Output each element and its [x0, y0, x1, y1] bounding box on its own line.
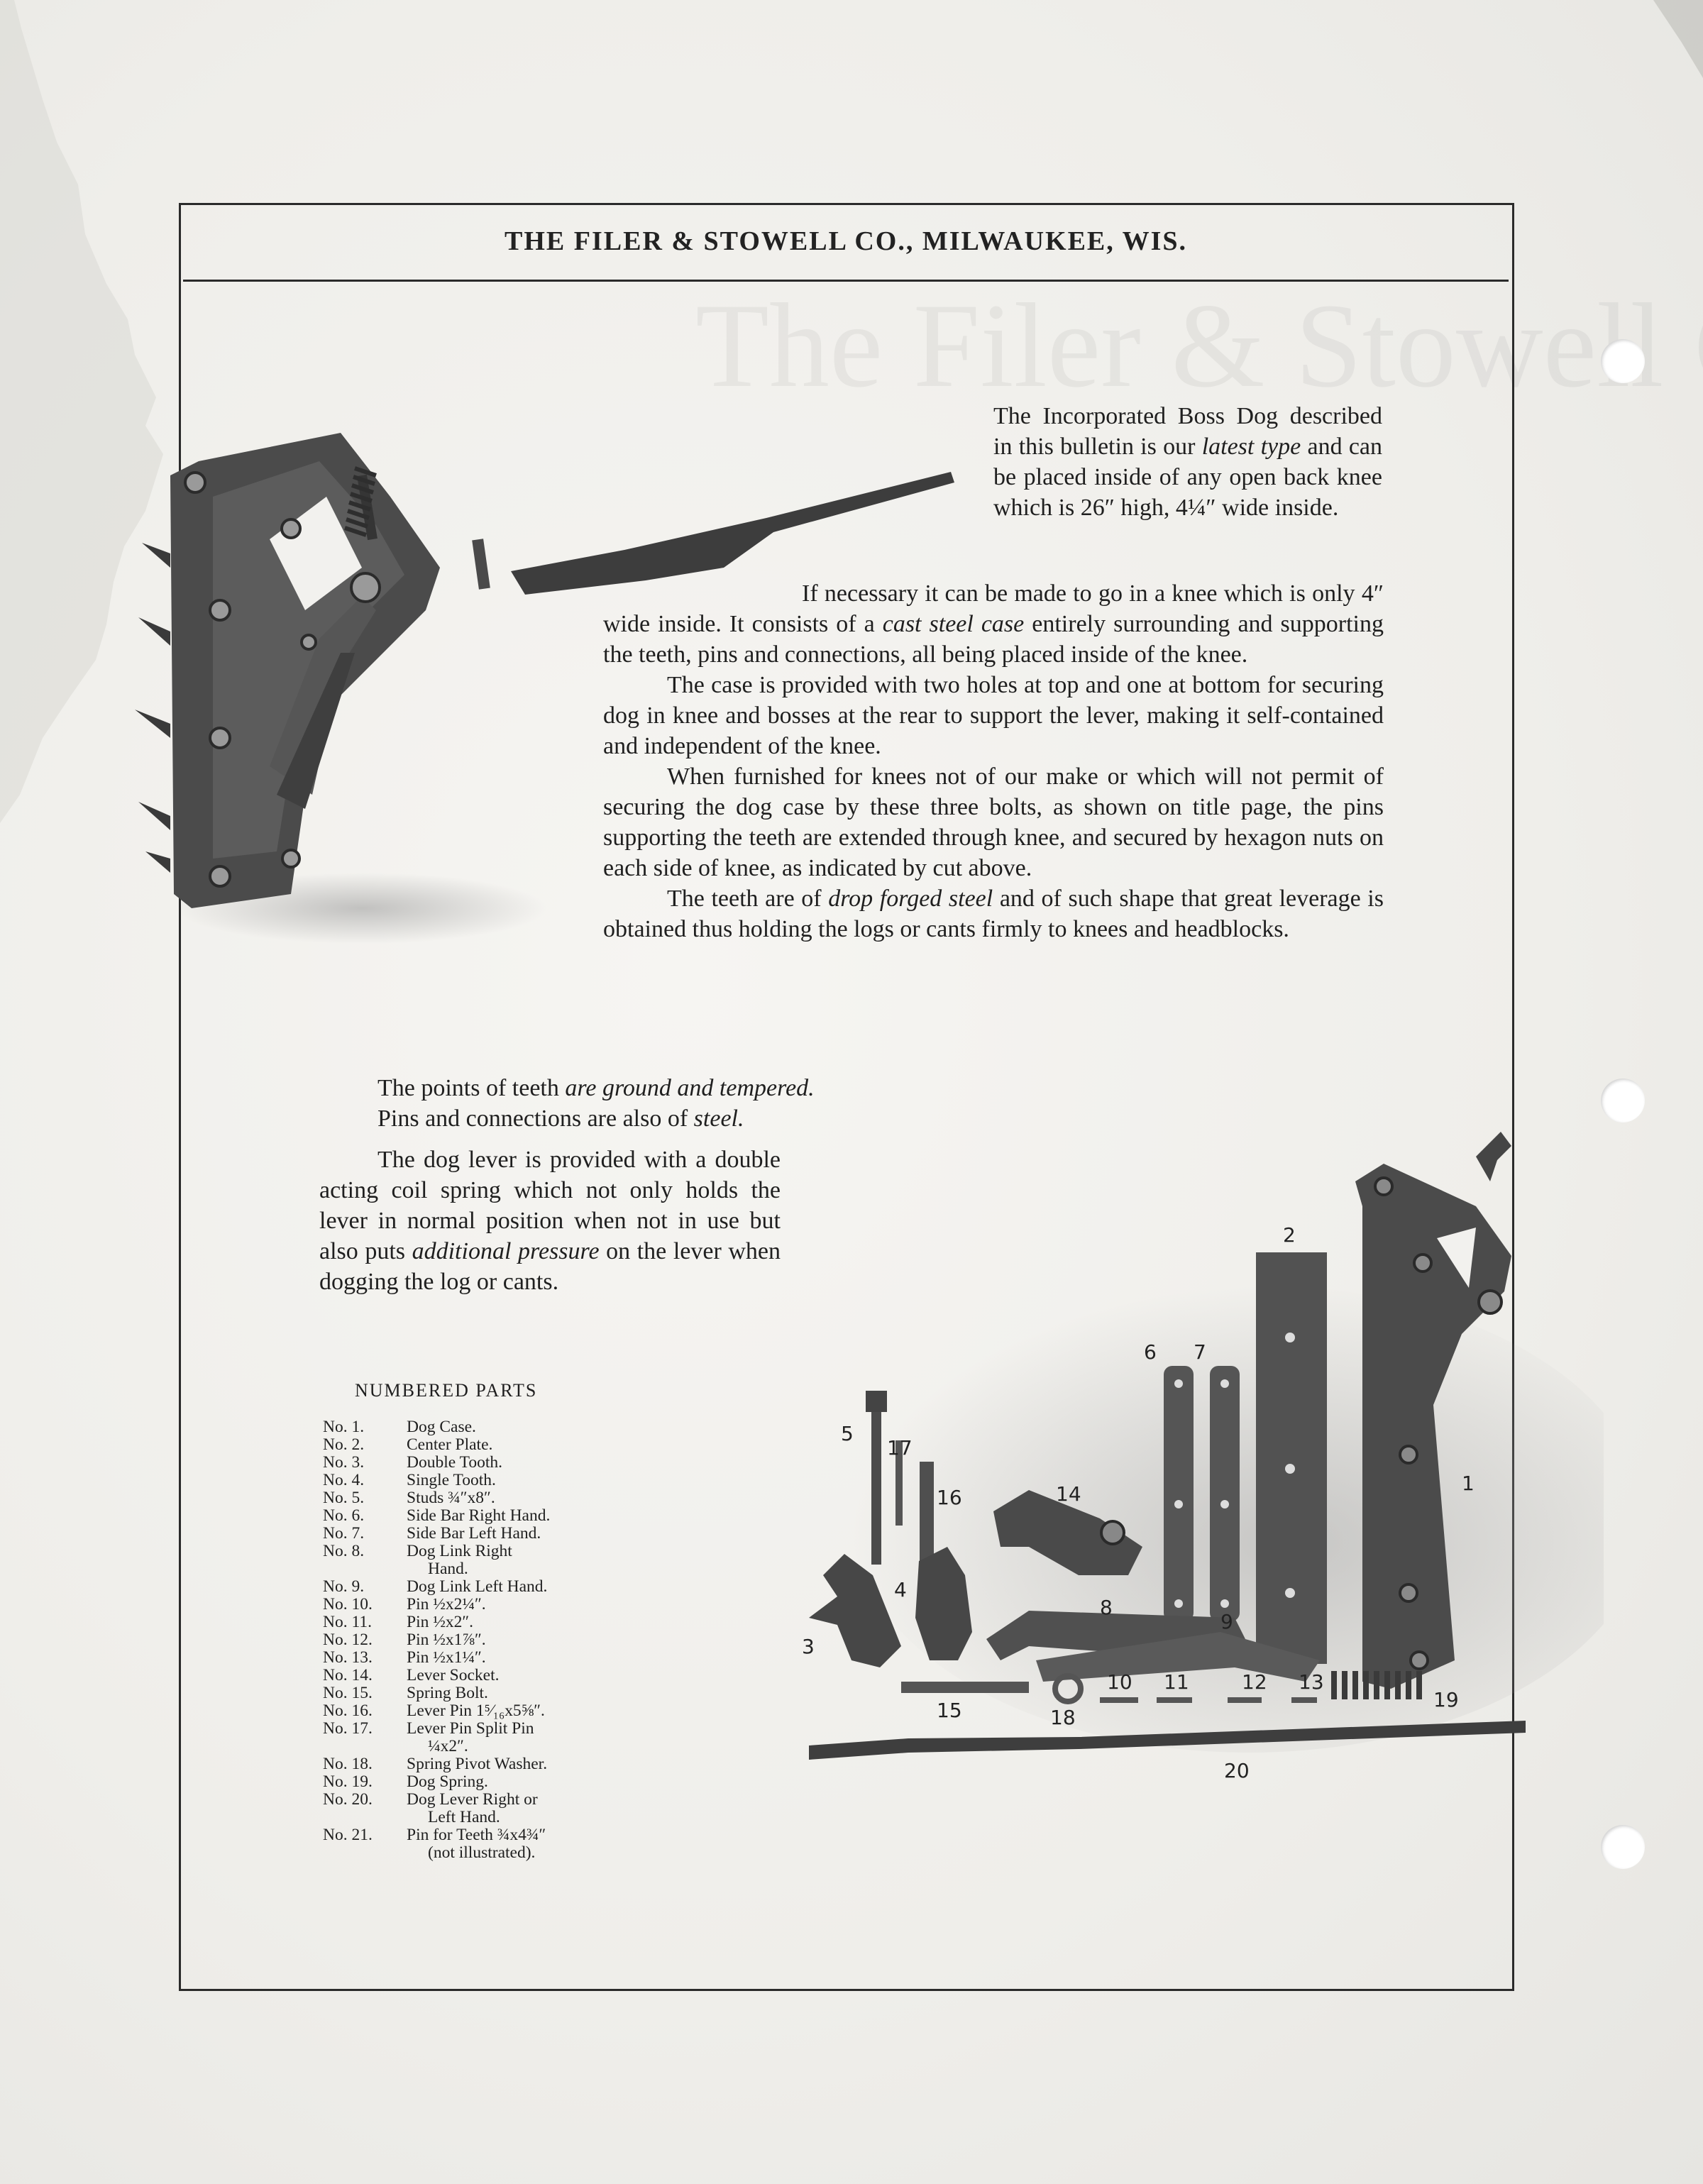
paragraph-dimensions — [603, 578, 1384, 670]
part-number: No. 1. — [323, 1418, 365, 1436]
part-name — [407, 1543, 621, 1578]
part-row-20 — [323, 1791, 621, 1826]
punch-hole-bottom — [1601, 1825, 1645, 1869]
main-paragraphs — [603, 578, 1384, 944]
callout-11: 11 — [1164, 1670, 1189, 1694]
part-name-line: Dog Link Right — [407, 1542, 512, 1560]
part-name: Dog Link Left Hand. — [407, 1577, 548, 1596]
intro-text-a: The Incorporated Boss Dog described in this bulletin is our — [993, 403, 1382, 460]
part-name: Center Plate. — [407, 1435, 493, 1454]
part-2-center-plate — [1256, 1252, 1327, 1664]
part-name: Studs ¾″x8″. — [407, 1489, 495, 1507]
callout-3: 3 — [802, 1635, 815, 1658]
part-row-7 — [323, 1525, 621, 1543]
emphasis-text: drop forged steel — [828, 886, 993, 912]
part-name: Side Bar Right Hand. — [407, 1506, 551, 1525]
part-name-line: Lever Pin Split Pin — [407, 1719, 534, 1738]
callout-14: 14 — [1056, 1482, 1081, 1506]
part-row-6 — [323, 1507, 621, 1525]
part-number: No. 9. — [323, 1577, 365, 1596]
part-name: Lever Pin 1⁵⁄₁₆x5⅝″. — [407, 1702, 545, 1720]
paragraph-text: entirely surrounding and supporting the teeth, pins and connections, all being placed inside of the knee. — [603, 611, 1384, 668]
paragraph-text: and of such shape that great leverage is obtained thus holding the logs or cants firmly to knees and headblocks. — [603, 886, 1384, 942]
part-row-14 — [323, 1667, 621, 1684]
part-name-continuation: Hand. — [428, 1560, 468, 1578]
part-number: No. 16. — [323, 1702, 373, 1720]
part-name: Dog Spring. — [407, 1772, 488, 1791]
part-13-pin — [1291, 1697, 1317, 1703]
intro-paragraph — [993, 401, 1382, 523]
part-row-1 — [323, 1418, 621, 1436]
part-name-line: Dog Lever Right or — [407, 1790, 538, 1809]
part-row-8 — [323, 1543, 621, 1578]
part-name-line: Pin for Teeth ¾x4¾″ — [407, 1826, 546, 1844]
part-row-5 — [323, 1489, 621, 1507]
part-number: No. 6. — [323, 1506, 365, 1525]
paragraph-text: If necessary it can be made to go in a knee which is only 4″ wide inside. It consists of a — [603, 580, 1384, 637]
part-row-16 — [323, 1702, 621, 1720]
parts-heading: NUMBERED PARTS — [355, 1380, 538, 1401]
callout-4: 4 — [894, 1578, 907, 1601]
part-number: No. 12. — [323, 1631, 373, 1649]
part-number: No. 2. — [323, 1435, 365, 1454]
paragraph-points — [377, 1073, 1016, 1103]
page-header-title: THE FILER & STOWELL CO., MILWAUKEE, WIS. — [505, 226, 1187, 256]
part-name: Pin ½x1⅞″. — [407, 1631, 486, 1649]
callout-7: 7 — [1194, 1340, 1206, 1364]
intro-text-b: and can be placed inside of any open back knee which is 26″ high, 4¼″ wide inside. — [993, 434, 1382, 521]
part-name — [407, 1720, 621, 1755]
callout-5: 5 — [841, 1422, 854, 1445]
part-name: Spring Pivot Washer. — [407, 1755, 548, 1773]
part-row-17 — [323, 1720, 621, 1755]
part-name: Single Tooth. — [407, 1471, 496, 1489]
callout-19: 19 — [1433, 1688, 1459, 1711]
paragraph-case: The case is provided with two holes at top and one at bottom for securing dog in knee and bosses at the rear to support the lever, making it self-contained and independent of the knee. — [603, 672, 1384, 759]
paragraph-text: The teeth are of — [667, 886, 829, 912]
part-15-spring-bolt — [901, 1682, 1029, 1693]
part-row-21 — [323, 1826, 621, 1862]
parts-list — [323, 1418, 621, 1862]
callout-12: 12 — [1242, 1670, 1267, 1694]
paragraph-text: on the lever when dogging the log or cants. — [319, 1238, 781, 1295]
part-name: Spring Bolt. — [407, 1684, 488, 1702]
paragraph-other-knees: When furnished for knees not of our make or which will not permit of securing the dog case by these three bolts, as shown on title page, the pins supporting the teeth are extended through knee, and secured by hexagon nuts on each side of knee, as indicated by cut above. — [603, 763, 1384, 881]
part-row-9 — [323, 1578, 621, 1596]
part-19-dog-spring — [1334, 1671, 1419, 1699]
part-number: No. 11. — [323, 1613, 372, 1631]
lever-paragraph — [319, 1145, 781, 1297]
part-number: No. 7. — [323, 1524, 365, 1543]
part-6-side-bar-right — [1164, 1366, 1194, 1621]
part-number: No. 8. — [323, 1542, 365, 1560]
part-number: No. 21. — [323, 1826, 373, 1844]
part-name — [407, 1826, 621, 1862]
exploded-parts-illustration — [795, 1121, 1604, 1859]
part-number: No. 20. — [323, 1790, 373, 1809]
part-row-4 — [323, 1472, 621, 1489]
punch-hole-top — [1601, 339, 1645, 383]
part-row-10 — [323, 1596, 621, 1614]
part-number: No. 18. — [323, 1755, 373, 1773]
intro-emphasis: latest type — [1201, 434, 1301, 460]
emphasis-text: steel. — [693, 1105, 744, 1132]
part-number: No. 15. — [323, 1684, 373, 1702]
part-number: No. 5. — [323, 1489, 365, 1507]
part-number: No. 14. — [323, 1666, 373, 1684]
emphasis-text: are ground and tempered. — [565, 1075, 815, 1101]
part-number: No. 19. — [323, 1772, 373, 1791]
callout-1: 1 — [1462, 1472, 1475, 1495]
part-name-continuation: Left Hand. — [428, 1808, 500, 1826]
callout-9: 9 — [1220, 1610, 1233, 1633]
callout-18: 18 — [1050, 1706, 1076, 1729]
part-row-13 — [323, 1649, 621, 1667]
part-10-pin — [1100, 1697, 1138, 1703]
emphasis-text: cast steel case — [882, 611, 1025, 637]
part-number: No. 13. — [323, 1648, 373, 1667]
callout-16: 16 — [937, 1486, 962, 1509]
part-name — [407, 1791, 621, 1826]
part-row-2 — [323, 1436, 621, 1454]
emphasis-text: additional pressure — [412, 1238, 600, 1264]
part-row-12 — [323, 1631, 621, 1649]
callout-17: 17 — [887, 1436, 913, 1460]
paragraph-text: Pins and connections are also of — [377, 1105, 694, 1132]
callout-20: 20 — [1224, 1759, 1250, 1782]
part-name: Pin ½x2¼″. — [407, 1595, 486, 1614]
part-row-19 — [323, 1773, 621, 1791]
paragraph-text: The dog lever is provided with a double acting coil spring which not only holds the lever in normal position when not in use but also puts — [319, 1147, 781, 1264]
paragraph-text: The points of teeth — [377, 1075, 566, 1101]
part-name: Side Bar Left Hand. — [407, 1524, 541, 1543]
part-name: Pin ½x2″. — [407, 1613, 474, 1631]
part-7-side-bar-left — [1210, 1366, 1240, 1621]
part-name-continuation: (not illustrated). — [428, 1843, 536, 1862]
part-name: Dog Case. — [407, 1418, 476, 1436]
part-name: Double Tooth. — [407, 1453, 502, 1472]
part-row-3 — [323, 1454, 621, 1472]
part-number: No. 10. — [323, 1595, 373, 1614]
callout-10: 10 — [1107, 1670, 1132, 1694]
callout-13: 13 — [1299, 1670, 1324, 1694]
part-name: Pin ½x1¼″. — [407, 1648, 486, 1667]
part-row-11 — [323, 1614, 621, 1631]
callout-15: 15 — [937, 1699, 962, 1722]
part-number: No. 4. — [323, 1471, 365, 1489]
callout-6: 6 — [1144, 1340, 1157, 1364]
part-11-pin — [1157, 1697, 1192, 1703]
part-number: No. 17. — [323, 1719, 373, 1738]
callout-8: 8 — [1100, 1596, 1113, 1619]
header-rule — [183, 280, 1509, 282]
part-name-continuation: ¼x2″. — [428, 1737, 468, 1755]
callout-2: 2 — [1283, 1223, 1296, 1247]
paragraph-teeth — [603, 883, 1384, 944]
part-name: Lever Socket. — [407, 1666, 500, 1684]
part-12-pin — [1228, 1697, 1262, 1703]
part-row-15 — [323, 1684, 621, 1702]
part-row-18 — [323, 1755, 621, 1773]
punch-hole-middle — [1601, 1079, 1645, 1123]
part-number: No. 3. — [323, 1453, 365, 1472]
